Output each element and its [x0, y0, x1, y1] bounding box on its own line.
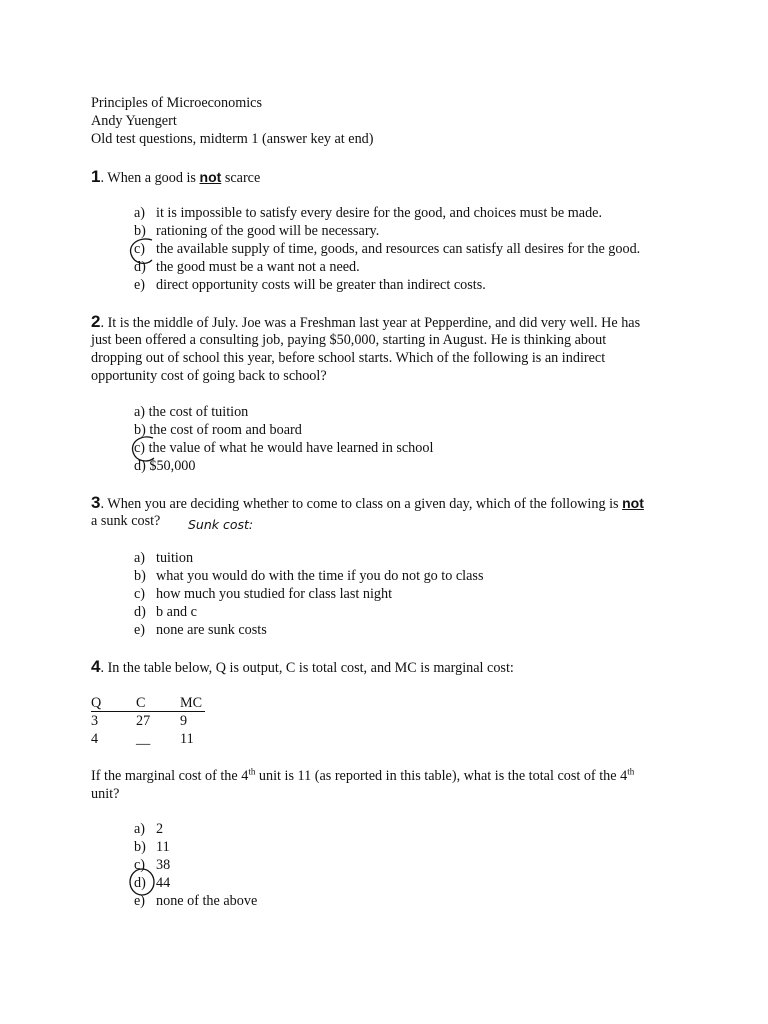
q1-option-a: a) it is impossible to satisfy every desire for the good, and choices must be made.	[134, 205, 603, 221]
author-name: Andy Yuengert	[91, 113, 177, 129]
q1-option-c: c) the available supply of time, goods, and resources can satisfy all desires for the good.	[134, 241, 641, 257]
question-text: . When a good is	[100, 170, 200, 186]
question-number: 3	[91, 493, 101, 512]
table-cell: 3	[91, 713, 99, 729]
q3-option-d: d) b and c	[134, 604, 197, 620]
q1-option-d: d) the good must be a want not a need.	[134, 259, 360, 275]
question-4-line-2: unit?	[91, 786, 120, 802]
table-cell: 4	[91, 731, 99, 747]
q4-option-e: e) none of the above	[134, 893, 258, 909]
q1-option-b: b) rationing of the good will be necessary.	[134, 223, 380, 239]
question-4-stem: 4. In the table below, Q is output, C is total cost, and MC is marginal cost:	[91, 657, 514, 676]
table-header-q: Q	[91, 695, 102, 711]
q3-option-c: c) how much you studied for class last night	[134, 586, 393, 602]
question-3-line-1: 3. When you are deciding whether to come to class on a given day, which of the following is not	[91, 493, 644, 512]
q2-option-d: d) $50,000	[134, 458, 196, 474]
question-number: 1	[91, 167, 101, 186]
table-header-c: C	[136, 695, 146, 711]
table-cell: 9	[180, 713, 188, 729]
emphasis-word: not	[199, 169, 222, 185]
q2-option-c: c) the value of what he would have learned in school	[134, 440, 434, 456]
question-2-line-3: dropping out of school this year, before school starts. Which of the following is an indirect	[91, 350, 606, 366]
document-subtitle: Old test questions, midterm 1 (answer key at end)	[91, 131, 374, 147]
q4-option-c: c) 38	[134, 857, 171, 873]
q2-option-a: a) the cost of tuition	[134, 404, 249, 420]
question-2-line-4: opportunity cost of going back to school?	[91, 368, 327, 384]
question-number: 2	[91, 312, 101, 331]
q1-option-e: e) direct opportunity costs will be greater than indirect costs.	[134, 277, 486, 293]
question-number: 4	[91, 657, 101, 676]
table-cell: 27	[136, 713, 151, 729]
question-3-line-2: a sunk cost?	[91, 513, 161, 529]
q3-option-e: e) none are sunk costs	[134, 622, 267, 638]
handwritten-note: Sunk cost:	[188, 517, 254, 532]
table-cell: __	[136, 731, 151, 747]
question-text: scarce	[221, 170, 261, 186]
q2-option-b: b) the cost of room and board	[134, 422, 302, 438]
table-header-mc: MC	[180, 695, 203, 711]
question-1-stem	[91, 168, 260, 187]
emphasis-word: not	[622, 495, 644, 511]
question-2-line-1: 2. It is the middle of July. Joe was a Freshman last year at Pepperdine, and did very well. He has	[91, 312, 641, 331]
question-4-line-1: If the marginal cost of the 4th unit is 11 (as reported in this table), what is the total cost of the 4th	[91, 766, 635, 784]
question-2-line-2: just been offered a consulting job, paying $50,000, starting in August. He is thinking about	[91, 332, 607, 348]
table-cell: 11	[180, 731, 194, 747]
q4-option-a: a) 2	[134, 821, 164, 837]
course-title: Principles of Microeconomics	[91, 95, 262, 111]
q4-option-d: d) 44	[134, 875, 171, 891]
q4-option-b: b) 11	[134, 839, 170, 855]
q3-option-b: b) what you would do with the time if you do not go to class	[134, 568, 484, 584]
q3-option-a: a) tuition	[134, 550, 194, 566]
